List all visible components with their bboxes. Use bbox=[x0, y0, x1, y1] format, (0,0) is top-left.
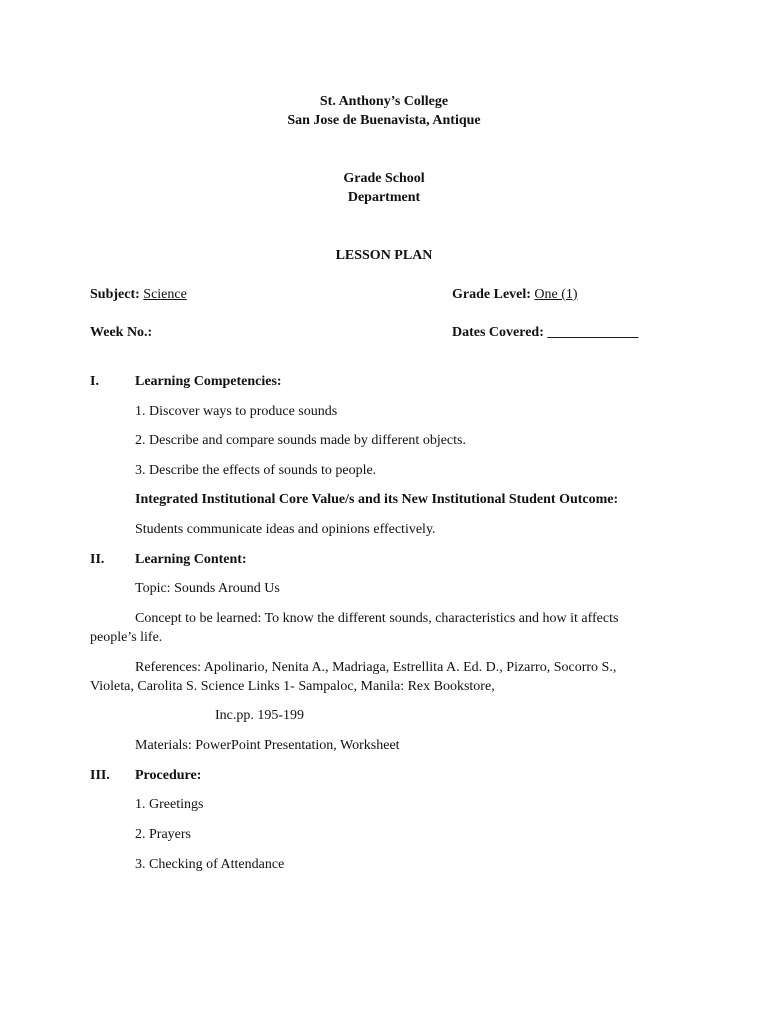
section-2-numeral: II. bbox=[90, 552, 105, 567]
topic-text: Topic: Sounds Around Us bbox=[135, 581, 280, 596]
subject-value: Science bbox=[143, 287, 187, 302]
section-2-title: Learning Content: bbox=[135, 552, 247, 567]
competency-item: 1. Discover ways to produce sounds bbox=[135, 404, 338, 419]
dates-covered-field bbox=[452, 325, 638, 341]
department-line-2: Department bbox=[347, 190, 421, 205]
concept-line-1: Concept to be learned: To know the different sounds, characteristics and how it affects bbox=[135, 611, 619, 626]
grade-level-value: One (1) bbox=[534, 287, 578, 302]
procedure-item: 2. Prayers bbox=[135, 827, 191, 842]
core-value-text: Students communicate ideas and opinions effectively. bbox=[135, 522, 436, 537]
procedure-item: 1. Greetings bbox=[135, 797, 204, 812]
document-title: LESSON PLAN bbox=[335, 248, 433, 263]
subject-label: Subject: bbox=[90, 287, 140, 302]
section-1-numeral: I. bbox=[90, 374, 99, 389]
subject-field bbox=[90, 287, 187, 303]
department-line-1: Grade School bbox=[343, 171, 425, 186]
section-3-title: Procedure: bbox=[135, 768, 202, 783]
references-line-1: References: Apolinario, Nenita A., Madriaga, Estrellita A. Ed. D., Pizarro, Socorro S., bbox=[135, 660, 617, 675]
materials-text: Materials: PowerPoint Presentation, Worksheet bbox=[135, 738, 400, 753]
grade-level-field bbox=[452, 287, 578, 303]
college-name: St. Anthony’s College bbox=[319, 94, 449, 109]
week-label: Week No.: bbox=[90, 325, 153, 340]
procedure-item: 3. Checking of Attendance bbox=[135, 857, 285, 872]
competency-item: 2. Describe and compare sounds made by different objects. bbox=[135, 433, 466, 448]
grade-level-label: Grade Level: bbox=[452, 287, 531, 302]
dates-covered-label: Dates Covered: bbox=[452, 325, 544, 340]
references-line-3: Inc.pp. 195-199 bbox=[215, 708, 305, 723]
core-value-heading: Integrated Institutional Core Value/s and its New Institutional Student Outcome: bbox=[135, 492, 619, 507]
section-1-title: Learning Competencies: bbox=[135, 374, 282, 389]
competency-item: 3. Describe the effects of sounds to people. bbox=[135, 463, 377, 478]
dates-covered-blank: _____________ bbox=[547, 325, 639, 340]
references-line-2: Violeta, Carolita S. Science Links 1- Sampaloc, Manila: Rex Bookstore, bbox=[90, 679, 495, 694]
section-3-numeral: III. bbox=[90, 768, 110, 783]
concept-line-2: people’s life. bbox=[90, 630, 163, 645]
college-location: San Jose de Buenavista, Antique bbox=[287, 113, 481, 128]
